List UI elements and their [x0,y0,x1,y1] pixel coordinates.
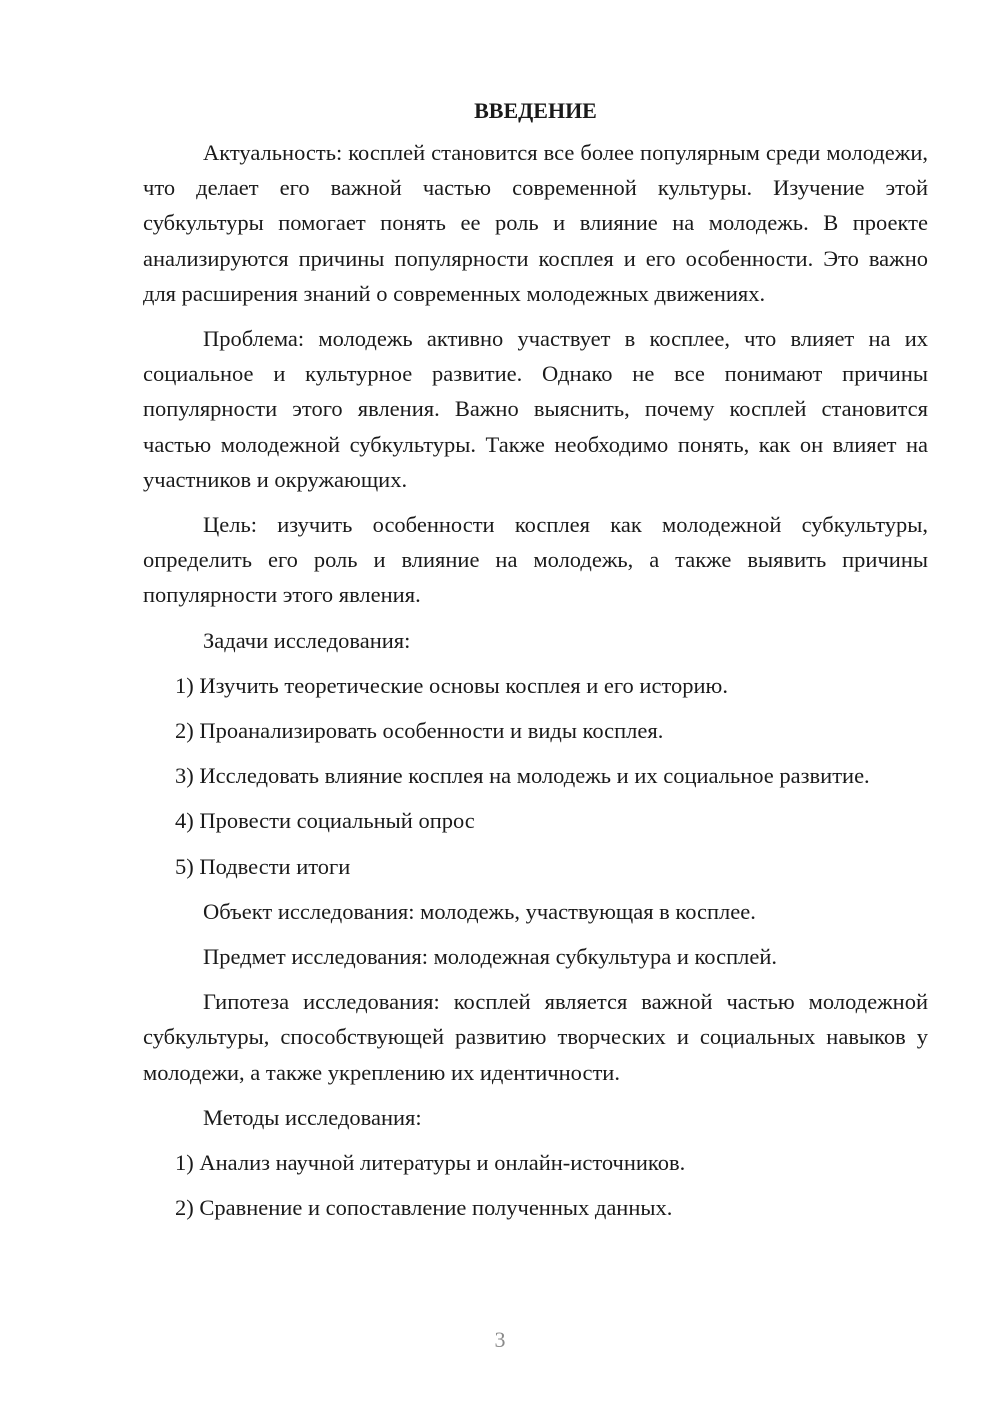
document-page [143,94,928,1235]
object-paragraph: Объект исследования: молодежь, участвующая в косплее. [203,898,756,924]
goal-paragraph: Цель: изучить особенности косплея как молодежной субкультуры, определить его роль и влияние на молодежь, а также выявить причины популярности этого явления. [143,512,928,608]
hypothesis-paragraph: Гипотеза исследования: косплей является важной частью молодежной субкультуры, способствующей развитию творческих и социальных навыков у молодежи, а также укреплению их идентичности. [143,989,928,1085]
subject-paragraph: Предмет исследования: молодежная субкультура и косплей. [203,944,777,970]
method-item-2: 2) Сравнение и сопоставление полученных данных. [175,1195,673,1221]
task-item-4: 4) Провести социальный опрос [175,808,475,834]
page-title: ВВЕДЕНИЕ [474,98,597,123]
methods-heading: Методы исследования: [203,1104,422,1130]
relevance-paragraph: Актуальность: косплей становится все более популярным среди молодежи, что делает его важной частью современной культуры. Изучение этой субкультуры помогает понять ее роль и влияние на молодежь. В проекте анализируются причины популярности косплея и его особенности. Это важно для расширения знаний о современных молодежных движениях. [143,140,928,306]
problem-paragraph: Проблема: молодежь активно участвует в косплее, что влияет на их социальное и культурное развитие. Однако не все понимают причины популярности этого явления. Важно выяснить, почему косплей становится частью молодежной субкультуры. Также необходимо понять, как он влияет на участников и окружающих. [143,326,928,492]
task-item-5: 5) Подвести итоги [175,853,351,879]
task-item-3: 3) Исследовать влияние косплея на молодежь и их социальное развитие. [175,763,870,789]
tasks-heading: Задачи исследования: [203,627,411,653]
page-number: 3 [494,1327,506,1352]
task-item-1: 1) Изучить теоретические основы косплея и его историю. [175,672,728,698]
method-item-1: 1) Анализ научной литературы и онлайн-источников. [175,1150,686,1176]
task-item-2: 2) Проанализировать особенности и виды косплея. [175,718,664,744]
